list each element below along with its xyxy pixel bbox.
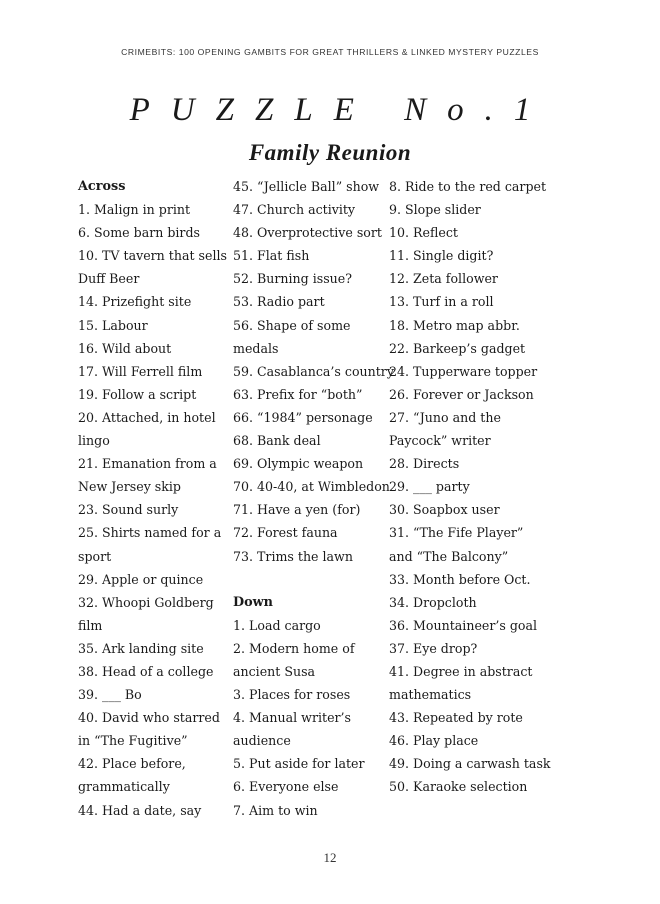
clue-line: 71. Have a yen (for) [233,502,361,518]
clue-line: 39. ___ Bo [78,687,142,703]
clue-line: 36. Mountaineer’s goal [389,617,538,633]
clue-line: 66. “1984” personage [233,409,373,425]
clue-line: 29. Apple or quince [78,571,204,587]
clue-line: 41. Degree in abstract [389,663,533,679]
clue-line: 44. Had a date, say [78,802,202,818]
clue-line: 35. Ark landing site [78,640,204,656]
section-spacer [233,568,385,591]
clue-line: 8. Ride to the red carpet [389,179,547,194]
page-number: 12 [323,850,337,865]
clue-line: 17. Will Ferrell film [78,363,203,379]
clue-line: 28. Directs [389,456,460,472]
clue-line: 13. Turf in a roll [389,294,494,310]
clue-line: 69. Olympic weapon [233,456,364,472]
clue-line: 70. 40-40, at Wimbledon [233,479,390,495]
clue-line: New Jersey skip [78,479,181,495]
clue-line: 34. Dropcloth [389,594,477,610]
clue-line: 72. Forest fauna [233,525,338,541]
clue-line: 25. Shirts named for a [78,525,222,541]
clue-line: 3. Places for roses [233,687,351,703]
clue-line: 51. Flat fish [233,248,310,264]
clue-column-2 [233,175,394,822]
clue-line: audience [233,733,291,749]
clue-line: 68. Bank deal [233,433,321,449]
clue-line: 40. David who starred [78,710,220,726]
clue-column-1 [78,175,228,822]
down-heading: Down [233,594,273,610]
clue-line: 22. Barkeep’s gadget [389,340,526,356]
clue-line: 19. Follow a script [78,386,197,402]
clue-line: 24. Tupperware topper [389,363,538,379]
clue-line: 4. Manual writer’s [233,710,352,726]
clue-line: 47. Church activity [233,202,356,218]
clue-line: 37. Eye drop? [389,640,478,656]
running-head: CRIMEBITS: 100 OPENING GAMBITS FOR GREAT THRILLERS & LINKED MYSTERY PUZZLES [121,47,539,57]
clue-line: 49. Doing a carwash task [389,756,551,772]
clue-line: 48. Overprotective sort [233,225,382,241]
clue-line: 11. Single digit? [389,248,494,264]
clue-line: 26. Forever or Jackson [389,386,534,402]
clue-line: and “The Balcony” [389,548,509,564]
clue-line: 43. Repeated by rote [389,710,523,726]
clue-line: 12. Zeta follower [389,271,498,287]
clue-line: 6. Some barn birds [78,225,200,241]
clue-line: medals [233,340,279,356]
clue-line: 5. Put aside for later [233,756,365,772]
clue-line: lingo [78,433,110,449]
clue-line: 42. Place before, [78,756,186,772]
clue-line: 33. Month before Oct. [389,571,531,587]
clue-line: 9. Slope slider [389,202,481,218]
clue-line: ancient Susa [233,663,316,679]
clue-line: Paycock” writer [389,433,491,449]
clue-line: 21. Emanation from a [78,456,217,472]
clue-line: 45. “Jellicle Ball” show [233,179,380,194]
clue-line: mathematics [389,687,472,703]
clue-line: 59. Casablanca’s country [233,363,394,379]
clue-line: 1. Load cargo [233,617,321,633]
clue-line: 20. Attached, in hotel [78,409,216,425]
clue-line: grammatically [78,779,170,795]
clue-line: 14. Prizefight site [78,294,192,310]
clue-line: 38. Head of a college [78,663,214,679]
puzzle-title: PUZZLE No.1 [129,92,552,128]
clue-line: 56. Shape of some [233,317,351,333]
clue-line: 29. ___ party [389,479,470,495]
clue-line: 53. Radio part [233,294,325,310]
clue-line: 10. TV tavern that sells [78,248,227,264]
clue-line: in “The Fugitive” [78,733,188,749]
clue-line: 46. Play place [389,733,479,749]
across-heading: Across [78,179,126,194]
clue-line: 15. Labour [78,317,148,333]
puzzle-subtitle: Family Reunion [248,140,412,165]
clue-line: 52. Burning issue? [233,271,353,287]
clue-line: 1. Malign in print [78,202,191,218]
clue-line: 10. Reflect [389,225,458,241]
clue-line: 73. Trims the lawn [233,548,353,564]
clue-line: 18. Metro map abbr. [389,317,520,333]
clue-line: 23. Sound surly [78,502,179,518]
clue-line: Duff Beer [78,271,140,287]
clue-line: film [78,617,103,633]
clue-line: 27. “Juno and the [389,409,501,425]
clue-line: 31. “The Fife Player” [389,525,524,541]
clue-line: 30. Soapbox user [389,502,500,518]
clue-line: 7. Aim to win [233,802,318,818]
clue-line: 6. Everyone else [233,779,339,795]
clue-line: 2. Modern home of [233,640,355,656]
clue-line: 63. Prefix for “both” [233,386,363,402]
clue-line: 16. Wild about [78,340,172,356]
clue-line: 32. Whoopi Goldberg [78,594,214,610]
clue-line: sport [78,548,112,564]
clue-line: 50. Karaoke selection [389,779,528,795]
clue-column-3 [389,175,551,799]
